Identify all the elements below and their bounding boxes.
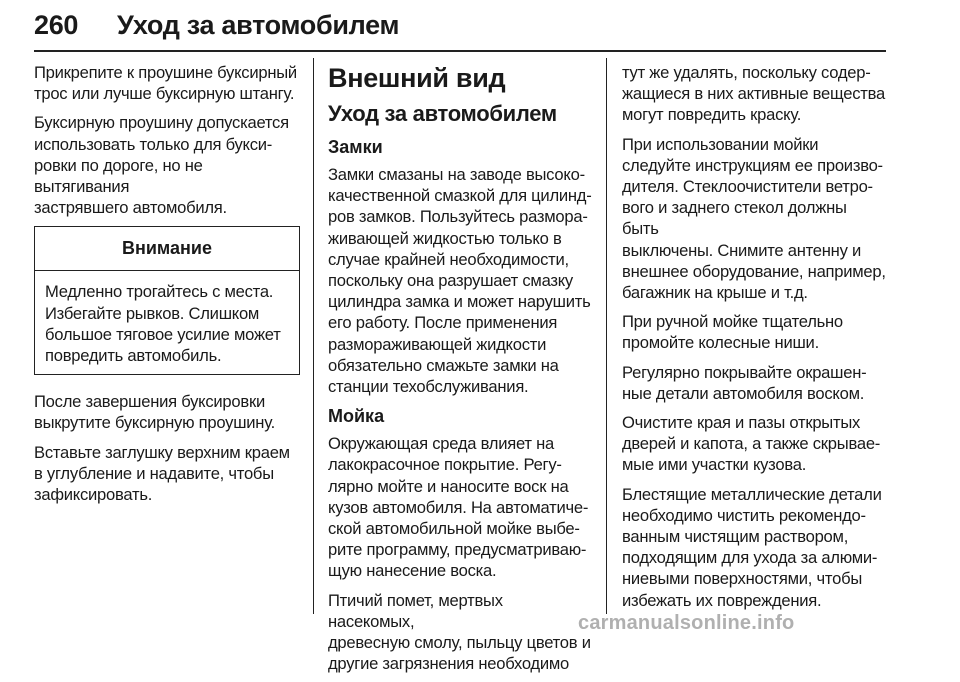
- paragraph-insert-cap: Вставьте заглушку верхним краем в углубление и надавите, чтобы зафиксировать.: [34, 442, 290, 505]
- column-middle: [328, 62, 592, 682]
- paragraph-wax: Регулярно покрывайте окрашен- ные детали автомобиля воском.: [622, 362, 867, 403]
- page-title: Уход за автомобилем: [117, 10, 400, 40]
- header-divider: [34, 50, 886, 52]
- wash-paragraph-2: Птичий помет, мертвых насекомых, древесную смолу, пыльцу цветов и другие загрязнения необходимо: [328, 590, 591, 674]
- subsection-heading: Уход за автомобилем: [328, 101, 557, 126]
- notice-heading: Внимание: [35, 227, 299, 271]
- wash-paragraph-1: Окружающая среда влияет на лакокрасочное покрытие. Регу- лярно мойте и наносите воск на кузов автомобиля. На автоматиче- ской автомобильной мойке выбе- рите программу, предусматриваю- щую нанесение воска.: [328, 434, 589, 581]
- page-header: [34, 6, 886, 48]
- column-divider-2: [606, 58, 607, 614]
- paragraph-car-wash: При использовании мойки следуйте инструкциям ее произво- дителя. Стеклоочистители ветро- вого и заднего стекол должны быть выключены. Снимите антенну и внешнее оборудование, например, багажник на крыше и т.д.: [622, 134, 886, 303]
- paragraph-metal-parts: Блестящие металлические детали необходимо чистить рекомендо- ванным чистящим раствором, подходящим для ухода за алюми- ниевыми поверхностями, чтобы избежать их повреждения.: [622, 484, 882, 610]
- paragraph-hand-wash: При ручной мойке тщательно промойте колесные ниши.: [622, 312, 843, 353]
- notice-box: [34, 226, 300, 375]
- section-heading: Внешний вид: [328, 63, 506, 93]
- locks-heading: Замки: [328, 137, 383, 157]
- locks-text: Замки смазаны на заводе высоко- качественной смазкой для цилинд- ров замков. Пользуйтесь размора- живающей жидкостью только в случае крайней необходимости, поскольку она разрушает смазку цилиндра замка и может нарушить его работу. После применения размораживающей жидкости обязательно смажьте замки на станции техобслуживания.: [328, 165, 592, 397]
- paragraph-tow-eye-usage: Буксирную проушину допускается использовать только для букси- ровки по дороге, но не вытягивания застрявшего автомобиля.: [34, 113, 289, 218]
- watermark: carmanualsonline.info: [578, 612, 795, 634]
- wash-heading: Мойка: [328, 406, 385, 427]
- notice-text: Медленно трогайтесь с места. Избегайте рывков. Слишком большое тяговое усилие может повредить автомобиль.: [45, 282, 281, 366]
- paragraph-edges: Очистите края и пазы открытых дверей и капота, а также скрывае- мые ими участки кузова.: [622, 413, 881, 475]
- notice-body: [35, 271, 299, 374]
- column-divider-1: [313, 58, 314, 614]
- paragraph-remove-dirt: тут же удалять, поскольку содер- жащиеся в них активные вещества могут повредить краску.: [622, 63, 885, 125]
- page-number: 260: [34, 10, 79, 40]
- paragraph-after-towing: После завершения буксировки выкрутите буксирную проушину.: [34, 392, 275, 433]
- column-left: [34, 62, 300, 513]
- paragraph-attach-tow: Прикрепите к проушине буксирный трос или лучше буксирную штангу.: [34, 63, 297, 104]
- column-right: [622, 62, 886, 619]
